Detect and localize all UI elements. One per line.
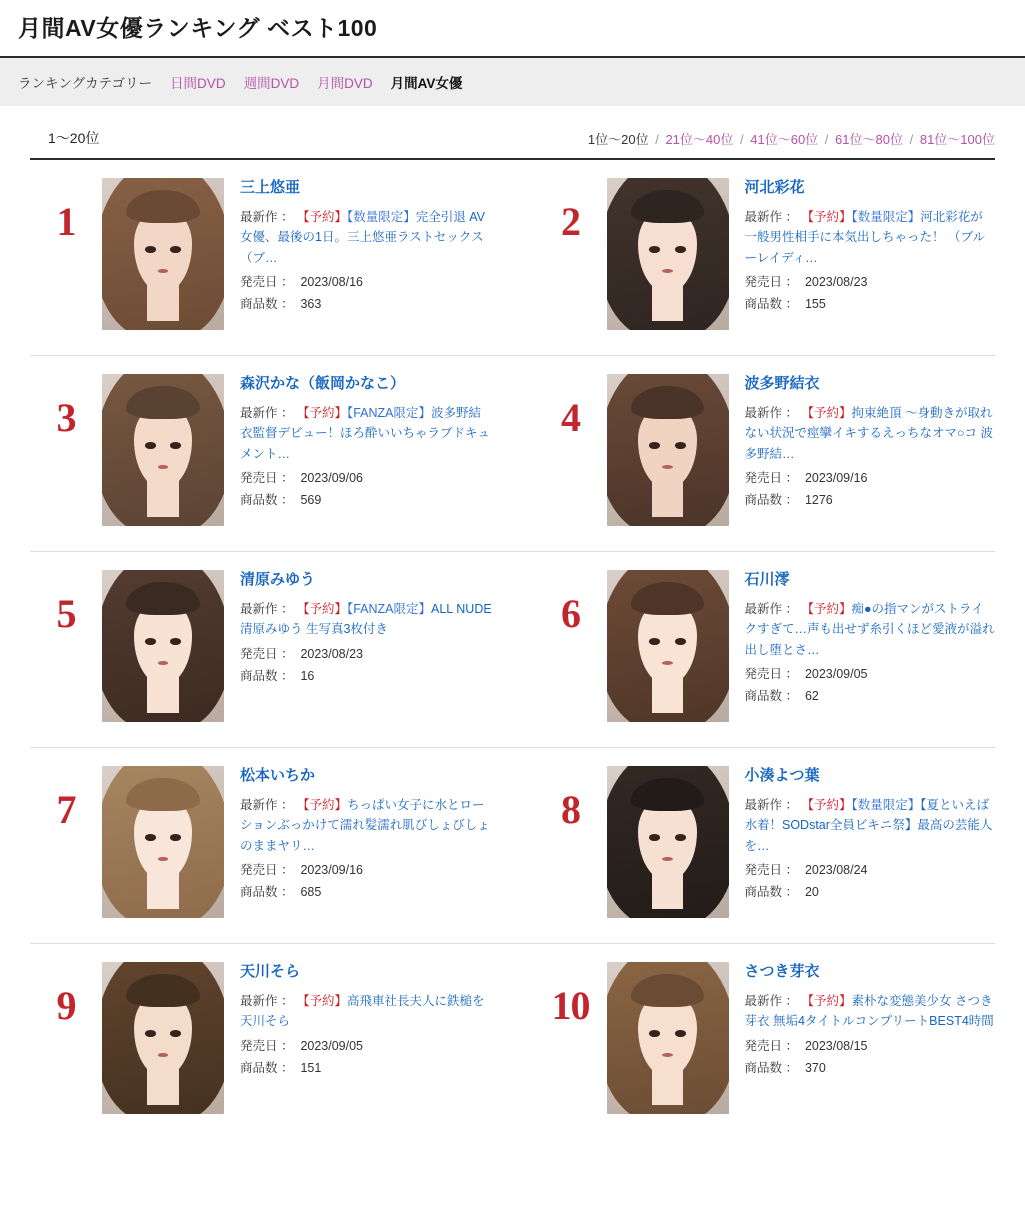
latest-release-label: 最新作 ： — [744, 602, 802, 617]
actress-name-link[interactable]: 清原みゆう — [240, 570, 316, 588]
page-header — [0, 0, 1025, 58]
product-count-label: 商品数 ： — [744, 493, 798, 508]
category-bar-label: ランキングカテゴリー — [18, 75, 153, 91]
latest-release-label: 最新作 ： — [240, 994, 297, 1009]
product-count-label: 商品数 ： — [240, 493, 294, 508]
ranking-item-info — [224, 570, 493, 688]
portrait-art — [607, 766, 729, 918]
product-count-label: 商品数 ： — [240, 885, 294, 900]
release-date-label: 発売日 ： — [240, 862, 294, 877]
rank-number: 9 — [56, 982, 76, 1028]
portrait-art — [607, 570, 729, 722]
limited-tag: 【FANZA限定】 — [346, 602, 432, 617]
latest-release-title-link[interactable]: 素朴な変態美少女 さつき芽衣 無垢4タイトルコンプリートBEST4時間 — [744, 994, 994, 1029]
product-count-value: 151 — [300, 1060, 322, 1075]
product-count-line — [745, 490, 996, 510]
product-count-value: 569 — [300, 493, 322, 508]
latest-release-label: 最新作 ： — [240, 798, 297, 813]
reserve-tag: 【予約】 — [801, 406, 852, 421]
latest-release-label: 最新作 ： — [744, 994, 802, 1009]
release-date-value: 2023/09/05 — [804, 666, 868, 681]
product-count-value: 1276 — [804, 493, 833, 508]
actress-thumbnail[interactable] — [607, 766, 729, 918]
ranking-item-info — [224, 178, 493, 317]
ranking-item — [30, 748, 513, 944]
category-link-weekly-dvd[interactable]: 週間DVD — [243, 75, 300, 91]
limited-tag: 【FANZA限定】 — [346, 406, 432, 421]
product-count-label: 商品数 ： — [744, 885, 798, 900]
actress-thumbnail[interactable] — [102, 374, 224, 526]
release-date-value: 2023/08/16 — [300, 274, 363, 289]
latest-release-label: 最新作 ： — [240, 210, 297, 225]
release-date-line — [745, 1036, 996, 1056]
latest-release-label: 最新作 ： — [744, 210, 802, 225]
latest-release-line — [240, 991, 493, 1032]
actress-name-link[interactable]: 天川そら — [240, 962, 301, 980]
ranking-item — [513, 160, 996, 356]
ranking-item-info — [729, 374, 996, 513]
release-date-label: 発売日 ： — [744, 1038, 798, 1053]
latest-release-title-link[interactable]: 河北彩花が一般男性相手に本気出しちゃった！ （ブルーレイディ… — [744, 210, 985, 265]
release-date-label: 発売日 ： — [744, 862, 798, 877]
reserve-tag: 【予約】 — [296, 602, 347, 617]
actress-thumbnail[interactable] — [607, 374, 729, 526]
latest-release-title-link[interactable]: 波多野結衣監督デビュー！ほろ酔いいちゃラブドキュメント… — [240, 406, 491, 461]
release-date-value: 2023/08/23 — [804, 274, 868, 289]
product-count-label: 商品数 ： — [744, 1060, 798, 1075]
latest-release-title-link[interactable]: ALL NUDE 清原みゆう 生写真3枚付き — [240, 602, 492, 637]
product-count-label: 商品数 ： — [744, 689, 798, 704]
actress-thumbnail[interactable] — [607, 178, 729, 330]
release-date-label: 発売日 ： — [744, 470, 798, 485]
range-link-61-80[interactable]: 61位〜80位 — [835, 131, 903, 147]
ranking-item — [30, 552, 513, 748]
ranking-grid — [30, 160, 995, 1140]
release-date-value: 2023/09/16 — [300, 862, 363, 877]
latest-release-line — [240, 403, 493, 464]
range-separator: / — [740, 131, 744, 147]
ranking-item — [30, 160, 513, 356]
ranking-item-info — [224, 962, 493, 1080]
release-date-value: 2023/09/05 — [300, 1038, 363, 1053]
portrait-art — [607, 374, 729, 526]
product-count-line — [240, 490, 493, 510]
release-date-label: 発売日 ： — [744, 274, 798, 289]
category-link-monthly-actress[interactable]: 月間AV女優 — [390, 75, 463, 91]
actress-name-link[interactable]: 石川澪 — [744, 570, 790, 588]
ranking-item — [513, 748, 996, 944]
latest-release-line — [240, 795, 493, 856]
release-date-label: 発売日 ： — [240, 470, 294, 485]
ranking-item-info — [729, 178, 996, 317]
reserve-tag: 【予約】 — [296, 994, 347, 1009]
ranking-item — [513, 356, 996, 552]
range-links — [588, 129, 995, 148]
range-separator: / — [909, 131, 914, 147]
actress-name-link[interactable]: 河北彩花 — [744, 178, 805, 196]
product-count-value: 363 — [300, 297, 322, 312]
ranking-item — [30, 944, 513, 1140]
latest-release-line — [745, 795, 996, 856]
release-date-line — [240, 1036, 493, 1056]
product-count-value: 685 — [300, 885, 322, 900]
category-link-monthly-dvd[interactable]: 月間DVD — [317, 75, 373, 91]
actress-name-link[interactable]: 小湊よつ葉 — [744, 766, 820, 784]
latest-release-line — [240, 207, 493, 268]
actress-name-link[interactable]: 森沢かな（飯岡かなこ） — [240, 374, 406, 392]
product-count-label: 商品数 ： — [744, 297, 798, 312]
latest-release-label: 最新作 ： — [240, 602, 297, 617]
rank-number: 7 — [56, 786, 76, 832]
latest-release-line — [745, 207, 996, 268]
portrait-art — [102, 962, 224, 1114]
range-link-81-100[interactable]: 81位〜100位 — [919, 131, 995, 147]
portrait-art — [102, 570, 224, 722]
latest-release-label: 最新作 ： — [240, 406, 297, 421]
release-date-line — [745, 860, 996, 880]
release-date-value: 2023/09/16 — [804, 470, 868, 485]
category-link-daily-dvd[interactable]: 日間DVD — [170, 75, 226, 91]
portrait-art — [607, 178, 729, 330]
range-separator: / — [824, 131, 829, 147]
portrait-art — [102, 766, 224, 918]
release-date-line — [745, 664, 996, 684]
release-date-value: 2023/08/24 — [804, 862, 868, 877]
actress-name-link[interactable]: 松本いちか — [240, 766, 316, 784]
limited-tag: 【数量限定】 — [851, 798, 921, 813]
product-count-line — [240, 882, 493, 902]
actress-name-link[interactable]: 波多野結衣 — [744, 374, 820, 392]
product-count-label: 商品数 ： — [240, 1060, 294, 1075]
latest-release-title-link[interactable]: 拘束絶頂 〜身動きが取れない状況で痙攣イキするえっちなオマ○コ 波多野結… — [744, 406, 994, 461]
limited-tag: 【数量限定】 — [851, 210, 921, 225]
rank-number: 2 — [561, 198, 580, 244]
portrait-art — [102, 374, 224, 526]
range-bar — [30, 128, 995, 160]
ranking-category-bar — [0, 58, 1025, 106]
rank-number: 3 — [56, 394, 76, 440]
range-link-21-40[interactable]: 21位〜40位 — [665, 131, 734, 147]
latest-release-label: 最新作 ： — [744, 798, 802, 813]
ranking-item-info — [729, 962, 996, 1080]
latest-release-title-link[interactable]: 完全引退 AV女優、最後の1日。三上悠亜ラストセックス （ブ… — [240, 210, 485, 265]
limited-tag: 【数量限定】 — [346, 210, 416, 225]
ranking-item-info — [224, 374, 493, 513]
product-count-line — [240, 1058, 493, 1078]
range-link-1-20[interactable]: 1位〜20位 — [587, 131, 649, 147]
ranking-item-info — [729, 766, 996, 905]
release-date-label: 発売日 ： — [240, 274, 294, 289]
reserve-tag: 【予約】 — [801, 798, 852, 813]
reserve-tag: 【予約】 — [296, 406, 347, 421]
release-date-label: 発売日 ： — [744, 666, 798, 681]
latest-release-line — [745, 991, 996, 1032]
ranking-item — [30, 356, 513, 552]
rank-number: 5 — [56, 590, 76, 636]
ranking-item — [513, 944, 996, 1140]
reserve-tag: 【予約】 — [296, 210, 347, 225]
product-count-value: 62 — [804, 689, 819, 704]
release-date-line — [745, 468, 996, 488]
latest-release-title-link[interactable]: 【夏といえば水着！SODstar全員ビキニ祭】最高の芸能人を… — [744, 798, 993, 853]
range-link-41-60[interactable]: 41位〜60位 — [750, 131, 819, 147]
actress-thumbnail[interactable] — [607, 570, 729, 722]
reserve-tag: 【予約】 — [296, 798, 347, 813]
page-title: 月間AV女優ランキング ベスト100 — [18, 15, 378, 41]
product-count-label: 商品数 ： — [240, 668, 294, 683]
latest-release-title-link[interactable]: 高飛車社長夫人に鉄槌を 天川そら — [240, 994, 485, 1029]
latest-release-line — [240, 599, 493, 640]
actress-name-link[interactable]: さつき芽衣 — [744, 962, 820, 980]
release-date-label: 発売日 ： — [240, 1038, 294, 1053]
release-date-value: 2023/08/23 — [300, 646, 363, 661]
release-date-line — [240, 272, 493, 292]
release-date-line — [240, 860, 493, 880]
latest-release-title-link[interactable]: 痴●の指マンがストライクすぎて…声も出せず糸引くほど愛液が溢れ出し堕とさ… — [744, 602, 995, 657]
rank-number: 6 — [561, 590, 580, 636]
reserve-tag: 【予約】 — [801, 994, 852, 1009]
portrait-art — [607, 962, 729, 1114]
ranking-item — [513, 552, 996, 748]
actress-thumbnail[interactable] — [102, 766, 224, 918]
range-separator: / — [655, 131, 659, 147]
release-date-label: 発売日 ： — [240, 646, 294, 661]
product-count-line — [240, 294, 493, 314]
latest-release-line — [745, 403, 996, 464]
actress-thumbnail[interactable] — [102, 178, 224, 330]
latest-release-title-link[interactable]: ちっぱい女子に水とローションぶっかけて濡れ髪濡れ肌びしょびしょのままヤリ… — [240, 798, 490, 853]
ranking-item-info — [224, 766, 493, 905]
product-count-value: 20 — [804, 885, 819, 900]
ranking-item-info — [729, 570, 996, 709]
product-count-line — [745, 686, 996, 706]
product-count-value: 155 — [804, 297, 826, 312]
reserve-tag: 【予約】 — [801, 210, 852, 225]
rank-number: 4 — [561, 394, 580, 440]
product-count-line — [240, 666, 493, 686]
rank-number: 10 — [551, 982, 590, 1028]
product-count-label: 商品数 ： — [240, 297, 294, 312]
release-date-value: 2023/08/15 — [804, 1038, 868, 1053]
range-current-label: 1〜20位 — [48, 129, 100, 146]
product-count-line — [745, 882, 996, 902]
release-date-value: 2023/09/06 — [300, 470, 363, 485]
release-date-line — [240, 468, 493, 488]
product-count-value: 16 — [300, 668, 315, 683]
release-date-line — [240, 644, 493, 664]
actress-thumbnail[interactable] — [102, 570, 224, 722]
latest-release-label: 最新作 ： — [744, 406, 802, 421]
actress-name-link[interactable]: 三上悠亜 — [240, 178, 301, 196]
reserve-tag: 【予約】 — [801, 602, 852, 617]
portrait-art — [102, 178, 224, 330]
rank-number: 1 — [56, 198, 76, 244]
product-count-line — [745, 1058, 996, 1078]
product-count-value: 370 — [804, 1060, 826, 1075]
actress-thumbnail[interactable] — [607, 962, 729, 1114]
product-count-line — [745, 294, 996, 314]
actress-thumbnail[interactable] — [102, 962, 224, 1114]
release-date-line — [745, 272, 996, 292]
latest-release-line — [745, 599, 996, 660]
rank-number: 8 — [561, 786, 580, 832]
